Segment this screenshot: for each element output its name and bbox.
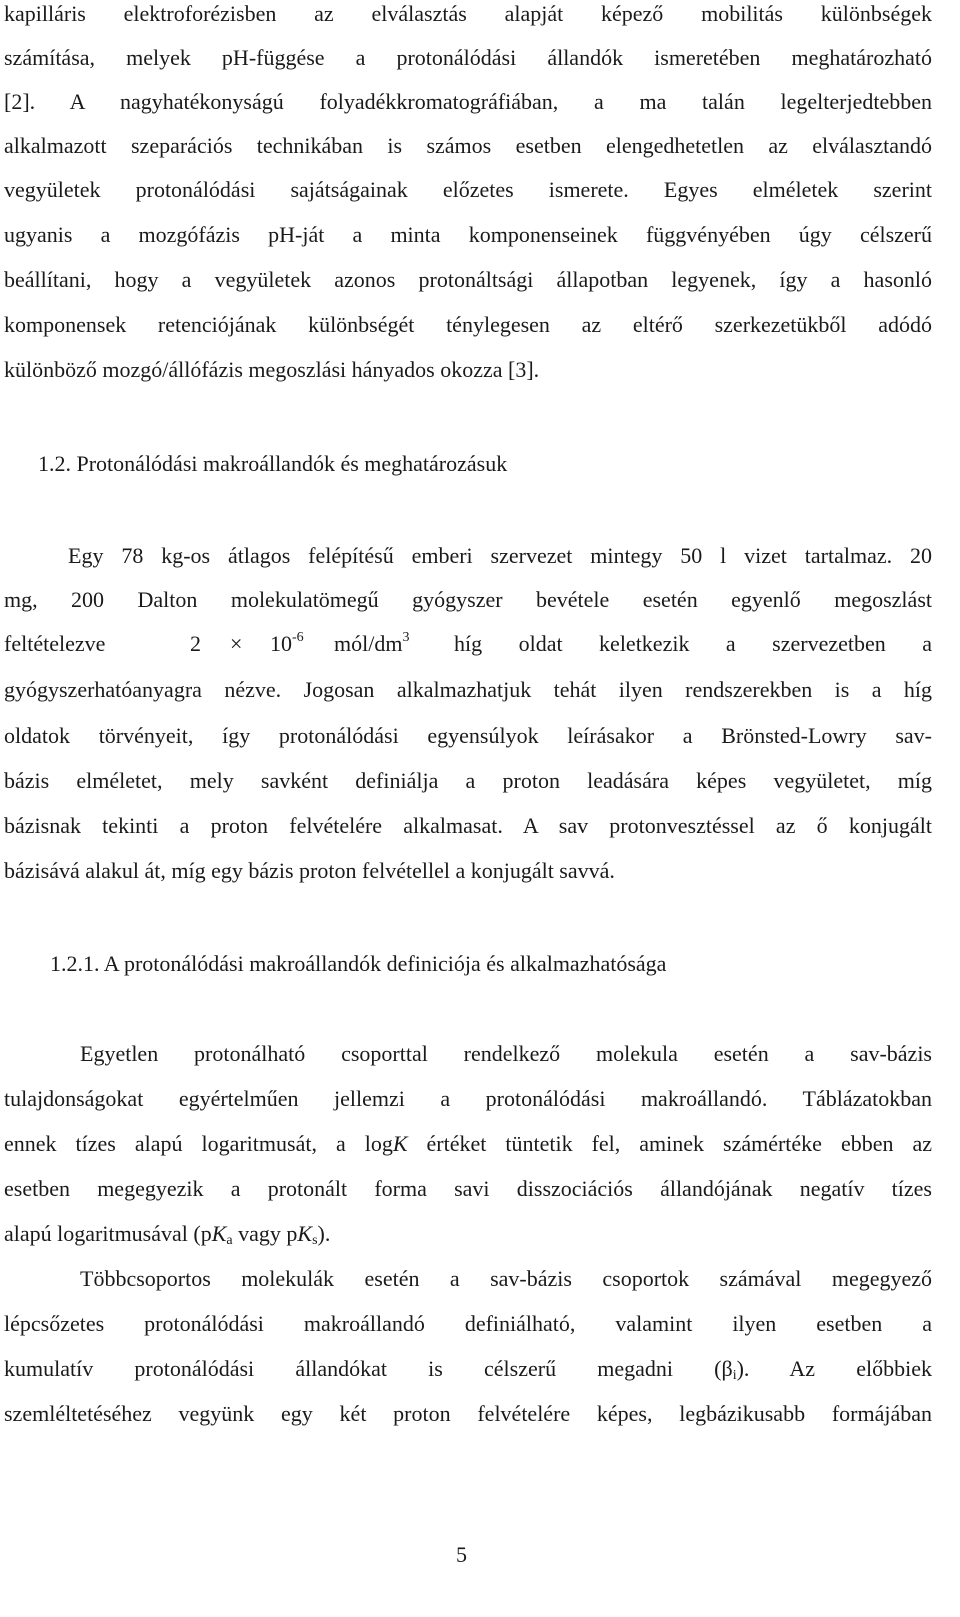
page-number: 5 (456, 1542, 467, 1567)
text-span: alapú logaritmusával (p (4, 1221, 212, 1246)
text-line: bázisává alakul át, míg egy bázis proton felvétellel a konjugált savvá. (4, 858, 615, 883)
text-line-with-formula (4, 622, 932, 666)
unit-exponent: 3 (402, 630, 410, 645)
unit (334, 622, 409, 666)
text-line: szemléltetéséhez vegyünk egy két proton felvételére képes, legbázikusabb formájában (4, 1401, 932, 1426)
subscript: i (732, 1368, 737, 1383)
formula-base: 10 (270, 631, 292, 656)
symbol-K: K (297, 1221, 313, 1246)
exponent: -6 (292, 630, 304, 645)
text-line: Egy 78 kg-os átlagos felépítésű emberi szervezet mintegy 50 l vizet tartalmaz. 20 (68, 543, 932, 568)
text-line: kapilláris elektroforézisben az elválasztás alapját képező mobilitás különbségek (4, 1, 932, 26)
text-span: híg oldat keletkezik a szervezetben a (454, 631, 932, 656)
text-line: komponensek retenciójának különbségét ténylegesen az eltérő szerkezetükből adódó (4, 312, 932, 337)
subscript: a (226, 1233, 233, 1248)
text-span: ennek tízes alapú logaritmusát, a log (4, 1131, 393, 1156)
symbol-K: K (211, 1221, 227, 1246)
text-line: bázisnak tekinti a proton felvételére alkalmasat. A sav protonvesztéssel az ő konjugált (4, 813, 932, 838)
symbol-K: K (392, 1131, 408, 1156)
text-span: feltételezve (4, 631, 106, 656)
text-line: Egyetlen protonálható csoporttal rendelkező molekula esetén a sav-bázis (80, 1041, 932, 1066)
text-line (4, 1122, 932, 1166)
section-heading-1-2-1: 1.2.1. A protonálódási makroállandók definiciója és alkalmazhatósága (50, 951, 667, 976)
text-line: esetben megegyezik a protonált forma savi disszociációs állandójának negatív tízes (4, 1176, 932, 1201)
text-line: számítása, melyek pH-függése a protonálódási állandók ismeretében meghatározható (4, 45, 932, 70)
text-span: ). Az előbbiek (736, 1356, 932, 1381)
text-line: ugyanis a mozgófázis pH-ját a minta komponenseinek függvényében úgy célszerű (4, 222, 932, 247)
text-line: alkalmazott szeparációs technikában is számos esetben elengedhetetlen az elválasztandó (4, 133, 932, 158)
formula-number: 2 (190, 631, 201, 656)
text-line (4, 1347, 932, 1391)
subscript: s (312, 1233, 318, 1248)
text-line: gyógyszerhatóanyagra nézve. Jogosan alkalmazhatjuk tehát ilyen rendszerekben is a híg (4, 677, 932, 702)
text-line: beállítani, hogy a vegyületek azonos protonáltsági állapotban legyenek, így a hasonló (4, 267, 932, 292)
text-line: bázis elméletet, mely savként definiálja a proton leadására képes vegyületet, míg (4, 768, 932, 793)
text-line: oldatok törvényeit, így protonálódási egyensúlyok leírásakor a Brönsted-Lowry sav- (4, 723, 932, 748)
text-line: különböző mozgó/állófázis megoszlási hányados okozza [3]. (4, 357, 540, 382)
text-span: értéket tüntetik fel, aminek számértéke ebben az (407, 1131, 932, 1156)
times-symbol: × (230, 631, 243, 656)
text-line: mg, 200 Dalton molekulatömegű gyógyszer bevétele esetén egyenlő megoszlást (4, 587, 932, 612)
section-heading-1-2: 1.2. Protonálódási makroállandók és meghatározásuk (38, 451, 508, 476)
unit-text: mól/dm (334, 631, 403, 656)
text-span: ). (317, 1221, 331, 1246)
text-line (4, 1212, 330, 1256)
text-span: vagy p (232, 1221, 298, 1246)
text-line: tulajdonságokat egyértelműen jellemzi a protonálódási makroállandó. Táblázatokban (4, 1086, 932, 1111)
text-line: Többcsoportos molekulák esetén a sav-bázis csoportok számával megegyező (80, 1266, 932, 1291)
text-line: [2]. A nagyhatékonyságú folyadékkromatográfiában, a ma talán legelterjedtebben (4, 89, 932, 114)
formula-power (270, 622, 304, 666)
text-line: lépcsőzetes protonálódási makroállandó definiálható, valamint ilyen esetben a (4, 1311, 932, 1336)
text-span: kumulatív protonálódási állandókat is célszerű megadni (β (4, 1356, 733, 1381)
text-line: vegyületek protonálódási sajátságainak előzetes ismerete. Egyes elméletek szerint (4, 177, 932, 202)
